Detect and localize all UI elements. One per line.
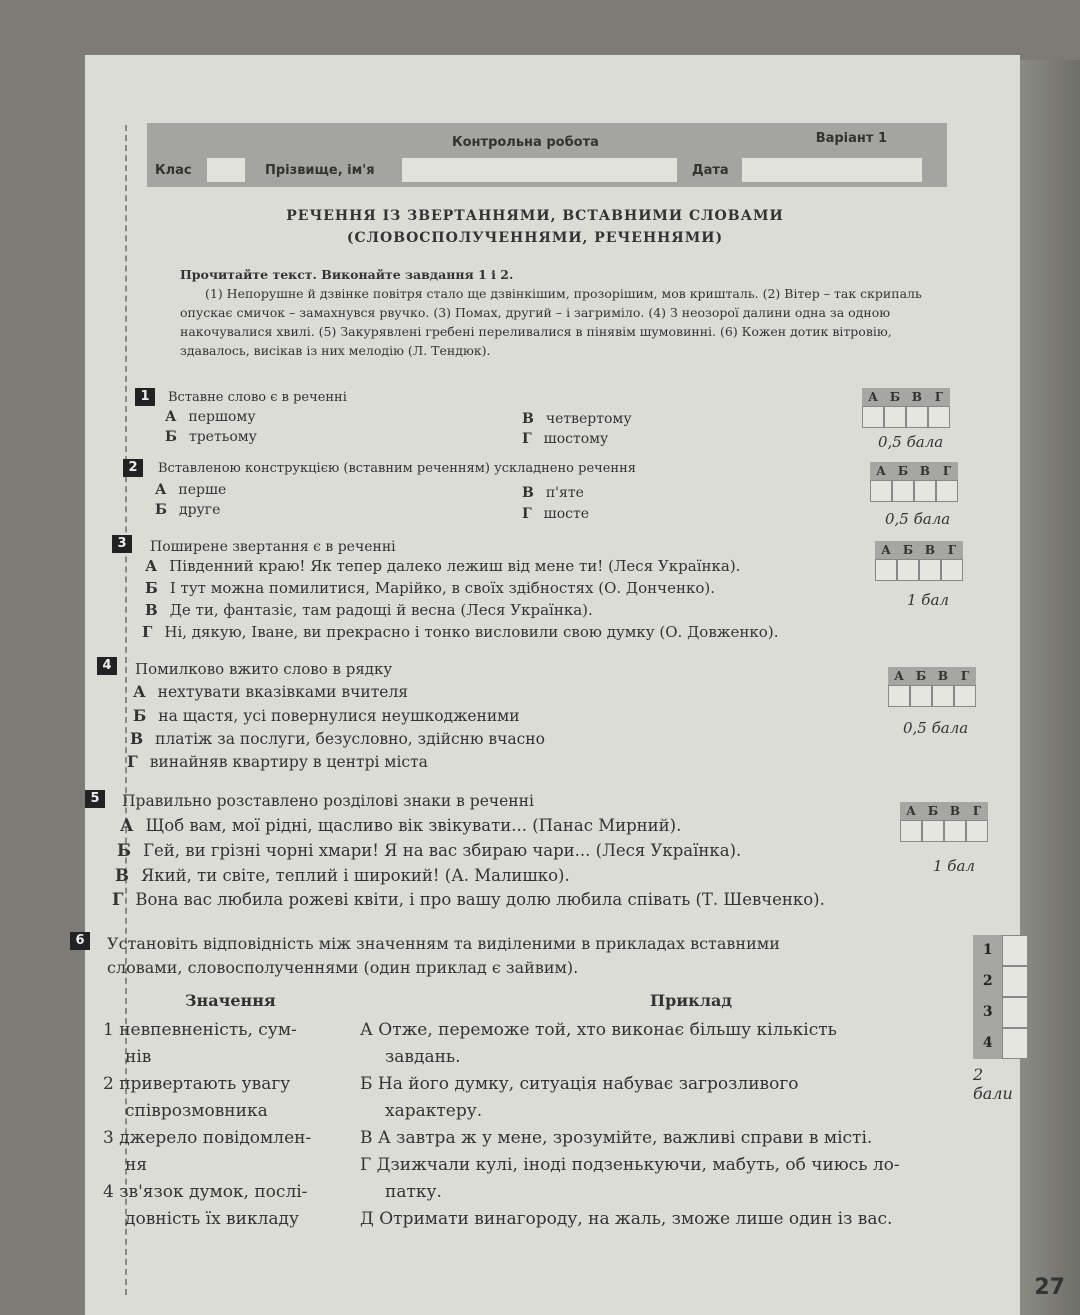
points-label: 0,5 бала [878,433,944,451]
option-a: А перше [155,482,227,498]
option-c: В четвертому [522,411,632,427]
example-item: А Отже, переможе той, хто виконає більшу кількість завдань. [360,1020,837,1067]
topic-line-2: (СЛОВОСПОЛУЧЕННЯМИ, РЕЧЕННЯМИ) [346,230,724,246]
worksheet-page [75,55,1020,1315]
points-label: 1 бал [933,857,975,875]
task-question: Помилково вжито слово в рядку [135,660,393,678]
answer-cell[interactable] [884,406,906,428]
option-c: В Де ти, фантазіє, там радощі й весна (Леся Українка). [145,601,593,619]
points-label: 2 бали [973,1065,1013,1103]
option-a: А Південний краю! Як тепер далеко лежиш від мене ти! (Леся Українка). [145,557,741,575]
option-b: Б І тут можна помилитися, Марійко, в своїх здібностях (О. Донченко). [145,579,715,597]
option-c: В Який, ти світе, теплий і широкий! (А. Малишко). [115,866,570,885]
option-d: Г Вона вас любила рожеві квіти, і про вашу долю любила співать (Т. Шевченко). [112,890,825,909]
class-field[interactable] [207,158,245,182]
answer-grid: А Б В Г [862,388,950,428]
column-title-examples: Приклад [650,991,733,1010]
option-d: Г Ні, дякую, Іване, ви прекрасно і тонко висловили свою думку (О. Довженко). [142,623,779,641]
matching-cell[interactable] [1002,966,1028,997]
variant-label: Варіант 1 [815,131,887,146]
option-b: Б на щастя, усі повернулися неушкодженими [133,706,520,725]
example-item: Б На його думку, ситуація набуває загрозливого характеру. [360,1074,799,1121]
passage-instruction: Прочитайте текст. Виконайте завдання 1 і 2. [180,267,514,282]
answer-grid: А Б В Г [870,462,958,502]
header-title: Контрольна робота [452,135,599,150]
answer-cell[interactable] [928,406,950,428]
task-question: Вставне слово є в реченні [168,390,347,405]
answer-grid: А Б В Г [875,541,963,581]
answer-cell[interactable] [914,480,936,502]
date-field[interactable] [742,158,922,182]
example-item: Г Дзижчали кулі, іноді подзенькуючи, мабуть, об чиюсь ло- патку. [360,1155,900,1202]
examples-list [360,1017,1040,1233]
answer-cell[interactable] [966,820,988,842]
matching-cell[interactable] [1002,1028,1028,1059]
task-question: Поширене звертання є в реченні [150,539,396,555]
reading-passage [180,265,960,360]
option-a: А нехтувати вказівками вчителя [133,682,409,701]
task-number: 6 [70,932,90,950]
task-question: Установіть відповідність між значенням та виділеними в прикладах вставними словами, словосполученнями (один приклад є зайвим). [107,934,780,977]
points-label: 1 бал [907,591,949,609]
topic-line-1: РЕЧЕННЯ ІЗ ЗВЕРТАННЯМИ, ВСТАВНИМИ СЛОВАМИ [286,208,784,224]
answer-cell[interactable] [900,820,922,842]
task-number: 2 [123,459,143,477]
option-d: Г винайняв квартиру в центрі міста [127,752,428,771]
task-question: Вставленою конструкцією (вставним реченням) ускладнено речення [158,461,636,476]
matching-cell[interactable] [1002,935,1028,966]
page-number: 27 [1034,1275,1065,1300]
option-a: А Щоб вам, мої рідні, щасливо вік звікувати... (Панас Мирний). [120,816,682,835]
option-d: Г шостому [522,431,609,447]
topic-title [255,205,815,249]
option-a: А першому [165,409,256,425]
option-b: Б Гей, ви грізні чорні хмари! Я на вас збираю чари... (Леся Українка). [117,841,742,860]
matching-cell[interactable] [1002,997,1028,1028]
answer-cell[interactable] [897,559,919,581]
option-c: В п'яте [522,485,584,501]
header-bar [147,123,947,187]
option-c: В платіж за послуги, безусловно, здійсню вчасно [130,729,545,748]
answer-cell[interactable] [944,820,966,842]
answer-cell[interactable] [932,685,954,707]
answer-cell[interactable] [936,480,958,502]
task-number: 5 [85,790,105,808]
answer-cell[interactable] [919,559,941,581]
example-item: Д Отримати винагороду, на жаль, зможе лише один із вас. [360,1209,893,1229]
answer-cell[interactable] [941,559,963,581]
answer-cell[interactable] [954,685,976,707]
task-number: 4 [97,657,117,675]
column-title-meanings: Значення [185,991,276,1010]
example-item: В А завтра ж у мене, зрозумійте, важливі справи в місті. [360,1128,873,1148]
task-number: 1 [135,388,155,406]
date-label: Дата [692,163,729,178]
points-label: 0,5 бала [885,510,951,528]
class-label: Клас [155,163,192,178]
answer-grid: А Б В Г [888,667,976,707]
answer-cell[interactable] [862,406,884,428]
option-d: Г шосте [522,506,589,522]
answer-cell[interactable] [888,685,910,707]
answer-cell[interactable] [892,480,914,502]
meanings-list [103,1017,353,1233]
meaning-item: 1 невпевненість, сум- нів [103,1020,297,1067]
option-b: Б друге [155,502,221,518]
answer-grid: А Б В Г [900,802,988,842]
answer-cell[interactable] [875,559,897,581]
name-field[interactable] [402,158,677,182]
answer-cell[interactable] [922,820,944,842]
meaning-item: 4 зв'язок думок, послі- довність їх викладу [103,1182,308,1229]
passage-text: (1) Непорушне й дзвінке повітря стало ще дзвінкішим, прозорішим, мов кришталь. (2) Вітер – так скрипаль опускає смичок – замахнувся рвучко. (3) Помах, другий – і загриміло. (4) З неозорої далини одна за одною накочувалися хвилі. (5) Закурявлені гребені переливалися в пінявім шумовинні. (6) Кожен дотик вітровію, здавалось, висікав із них мелодію (Л. Тендюк). [180,286,922,358]
task-number: 3 [112,535,132,553]
name-label: Прізвище, ім'я [265,163,375,178]
points-label: 0,5 бала [903,719,969,737]
meaning-item: 2 привертають увагу співрозмовника [103,1074,291,1121]
matching-grid: 1 2 3 4 [973,935,1028,1059]
answer-cell[interactable] [870,480,892,502]
task-question: Правильно розставлено розділові знаки в реченні [122,792,534,810]
answer-cell[interactable] [910,685,932,707]
answer-cell[interactable] [906,406,928,428]
meaning-item: 3 джерело повідомлен- ня [103,1128,312,1175]
option-b: Б третьому [165,429,257,445]
